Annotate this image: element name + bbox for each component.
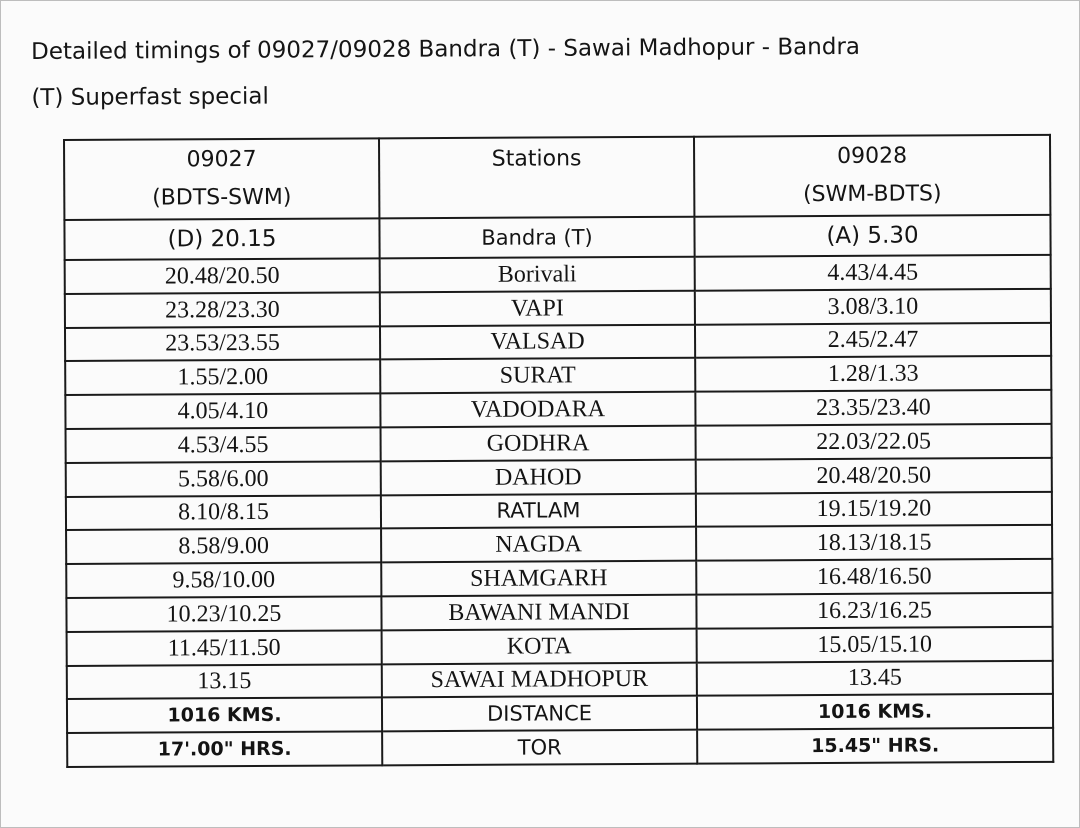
route-swm-bdts: (SWM-BDTS) [803,181,942,208]
distance-09028: 1016 KMS. [697,694,1053,730]
time-09028: 19.15/19.20 [696,491,1052,527]
station-cell: KOTA [382,628,697,663]
station-cell: VADODARA [380,392,695,427]
time-09027: 11.45/11.50 [67,630,382,665]
time-09028: 1.28/1.33 [695,356,1051,392]
table-row [65,322,1051,361]
station-cell: VAPI [380,290,695,325]
station-cell: DAHOD [381,459,696,494]
stations-label: Stations [491,146,582,172]
title-line-1: Detailed timings of 09027/09028 Bandra (T) - Sawai Madhopur - Bandra [31,33,861,65]
arrival-cell: (A) 5.30 [694,215,1050,257]
tor-label: TOR [382,730,697,765]
time-09027: 10.23/10.25 [66,596,381,631]
tor-row [67,728,1053,767]
time-09027: 8.10/8.15 [66,495,381,530]
tor-09027: 17'.00" HRS. [67,731,382,766]
distance-09027: 1016 KMS. [67,698,382,733]
station-cell: Borivali [380,257,695,292]
time-09027: 4.53/4.55 [66,427,381,462]
table-row [67,627,1053,666]
time-09027: 13.15 [67,664,382,699]
table-row [66,458,1052,497]
time-09027: 8.58/9.00 [66,529,381,564]
table-row [66,491,1052,530]
time-09028: 15.05/15.10 [697,627,1053,663]
timing-table [63,134,1054,768]
table-row [66,525,1052,564]
station-cell: SHAMGARH [381,561,696,596]
title-line-2: (T) Superfast special [31,83,269,111]
time-09028: 16.23/16.25 [696,593,1052,629]
time-09028: 16.48/16.50 [696,559,1052,595]
time-09027: 23.53/23.55 [65,326,380,361]
train-number-09027: 09027 [186,146,257,173]
station-cell: BAWANI MANDI [381,595,696,630]
time-09027: 1.55/2.00 [65,360,380,395]
table-row [65,356,1051,395]
table-row [65,289,1051,328]
header-09028 [694,135,1050,217]
time-09028: 20.48/20.50 [696,458,1052,494]
table-row [66,424,1052,463]
route-bdts-swm: (BDTS-SWM) [152,184,292,211]
table-row [66,559,1052,598]
time-09027: 4.05/4.10 [65,394,380,429]
distance-row [67,694,1053,733]
time-09027: 23.28/23.30 [65,292,380,327]
table-row [67,660,1053,699]
time-09028: 22.03/22.05 [696,424,1052,460]
table-row [65,390,1051,429]
header-09027 [64,138,379,220]
time-09028: 23.35/23.40 [695,390,1051,426]
table-row [65,255,1051,294]
station-cell: NAGDA [381,527,696,562]
tor-09028: 15.45" HRS. [697,728,1053,764]
document-title [31,23,1042,121]
time-09027: 5.58/6.00 [66,461,381,496]
distance-label: DISTANCE [382,696,697,731]
time-09027: 9.58/10.00 [66,563,381,598]
station-cell: Bandra (T) [379,217,694,259]
time-09027: 20.48/20.50 [65,258,380,293]
time-09028: 4.43/4.45 [695,255,1051,291]
header-stations [379,137,694,219]
station-cell: SURAT [380,358,695,393]
station-cell: SAWAI MADHOPUR [382,662,697,697]
time-09028: 13.45 [697,660,1053,696]
table-row [66,593,1052,632]
train-number-09028: 09028 [837,143,908,169]
departure-cell: (D) 20.15 [64,218,379,260]
table-row [64,215,1050,260]
station-cell: RATLAM [381,493,696,528]
time-09028: 2.45/2.47 [695,322,1051,358]
header-row [64,135,1050,220]
time-09028: 3.08/3.10 [695,289,1051,325]
station-cell: GODHRA [381,426,696,461]
time-09028: 18.13/18.15 [696,525,1052,561]
station-cell: VALSAD [380,324,695,359]
